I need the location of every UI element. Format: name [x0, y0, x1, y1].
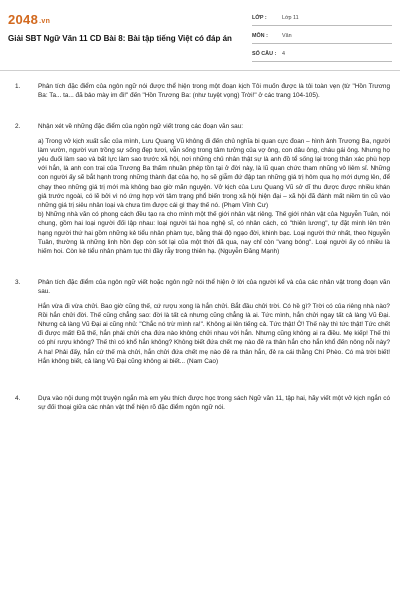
- meta-row-subject: [252, 30, 392, 44]
- question-prompt: Dựa vào nội dung một truyện ngắn mà em yêu thích được học trong sách Ngữ văn 11, tập hai, hãy viết một vở kịch ngắn có sự đối thoại giữa các nhân vật thể hiện rõ đặc điểm ngôn ngữ nói.: [38, 395, 390, 412]
- question-prompt: Phân tích đặc điểm của ngôn ngữ viết hoặc ngôn ngữ nói thể hiện ở lời của người kể và của các nhân vật trong đoạn văn sau.: [38, 279, 390, 296]
- question-item: [0, 278, 400, 366]
- question-item: [0, 122, 400, 256]
- question-number: 1.: [15, 83, 21, 90]
- question-list: [0, 82, 400, 430]
- site-logo[interactable]: [8, 12, 50, 27]
- meta-label: SỐ CÂU :: [252, 51, 277, 57]
- meta-value: Văn: [282, 33, 292, 39]
- question-number: 2.: [15, 123, 21, 131]
- meta-label: LỚP :: [252, 15, 267, 21]
- meta-value: Lớp 11: [282, 15, 299, 21]
- meta-row-grade: [252, 12, 392, 26]
- question-prompt: Phân tích đặc điểm của ngôn ngữ nói được thể hiện trong một đoạn kịch Tôi muốn được là tôi toàn vẹn (từ "Hồn Trương Ba: Ta... ta... đã bảo mày im đi!" đến "Hồn Trương Ba: (như tuyệt vọng) Trời!" ở các trang 104-105).: [38, 83, 390, 100]
- question-item: [0, 82, 400, 100]
- logo-suffix: .vn: [39, 18, 51, 25]
- page-header: [0, 0, 400, 62]
- question-number: 3.: [15, 279, 21, 287]
- question-item: [0, 394, 400, 412]
- document-title: Giải SBT Ngữ Văn 11 CD Bài 8: Bài tập tiếng Việt có đáp án: [8, 34, 232, 43]
- document-meta: [252, 12, 392, 66]
- meta-value: 4: [282, 51, 285, 57]
- question-passage: Hắn vừa đi vừa chửi. Bao giờ cũng thế, cứ rượu xong là hắn chửi. Bắt đầu chửi trời. Có hề gì? Trời có của riêng nhà nào? Rồi hắn chửi đời. Thế cũng chẳng sao: đời là tất cả nhưng cũng chẳng là ai. Tức mình, hắn chửi ngay tất cả làng Vũ Đại. Nhưng cả làng Vũ Đại ai cũng nhủ: "Chắc nó trừ mình ra!". Không ai lên tiếng cả. Tức thật! Ờ! Thế này thì tức thật! Tức chết đi được mất! Đã thế, hắn phải chửi cha đứa nào không chửi nhau với hắn. Nhưng cũng không ai ra điều. Mẹ kiếp! Thế thì có phí rượu không? Thế thì có khổ hắn không? Không biết đứa chết mẹ nào đẻ ra thân hắn cho hắn khổ đến nông nỗi này? A ha! Phải đấy, hắn cứ thế mà chửi, hắn chửi đứa chết mẹ nào đẻ ra thân hắn, đẻ ra cái thằng Chí Phèo. Có mà trời biết! Hắn không biết, cả làng Vũ Đại cũng không ai biết... (Nam Cao): [38, 302, 390, 365]
- meta-row-question-count: [252, 48, 392, 62]
- meta-label: MÔN :: [252, 33, 268, 39]
- logo-text: 2048: [8, 12, 39, 27]
- header-divider: [0, 70, 400, 71]
- question-passage: a) Trong vở kịch xuất sắc của mình, Lưu Quang Vũ không đi đến chủ nghĩa bi quan cực đoan – hình ảnh Trương Ba, người làm vườn, người vun trồng sự sống đẹp tươi, vẫn sống trong tâm tưởng của vợ ông, con dâu ông, cháu gái ông. Nhưng họ yêu đuối làm sao và bất lực làm sao trước xã hội, nơi những chủ nhân thật sự là anh đồ tể sống lại trong thân xác phù hợp với hắn, là anh con trai của Trương Ba thấm nhuần phép tồn tại ở đời này, là lũ quan chức tham nhũng vô liêm sỉ. Những con người ấy sẽ bắt hạnh trong những thành đạt của họ, họ sẽ giẫm đứ đập tan những giá trị hôm qua họ mới dựng lên, để chạy theo những giá trị mới mà không bao giờ mãn nguyện. Vở kịch của Lưu Quang Vũ sở dĩ thu được được nhiều khán giả trước ngoài, có lẽ bởi vì nó ứng hợp với tâm trạng phổ biến trong xã hội hiện đại – xã hội đã đánh mất niềm tin cũ vào những giá trị siêu nhân loại và chưa tìm được cái gì thay thế nó. (Phạm Vĩnh Cư) b) Những nhà văn có phong cách đều tạo ra cho mình một thế giới nhân vật riêng. Thế giới nhân vật của Nguyễn Tuân, nói chung, gồm hai loại người đối lập nhau: loại người tài hoa nghệ sĩ, có nhân cách, có "thiên lương", tự đặt mình lên trên hạng người thứ hai gồm những kẻ tiểu nhân phàm tục, bằng thái độ ngạo đời, khinh bạc. Loại người thứ nhất, theo Nguyễn Tuân, thường là những linh hồn đẹp còn sót lại của một thời đã qua, nay chỉ còn "vang bóng". Loại người ấy có nhiều là hiếm hoi. Còn kẻ tiểu nhân phàm tục thì đầy rẫy trong thiên hạ. (Nguyễn Đăng Mạnh): [38, 137, 390, 256]
- question-number: 4.: [15, 395, 21, 403]
- question-prompt: Nhận xét về những đặc điểm của ngôn ngữ viết trong các đoạn văn sau:: [38, 123, 244, 131]
